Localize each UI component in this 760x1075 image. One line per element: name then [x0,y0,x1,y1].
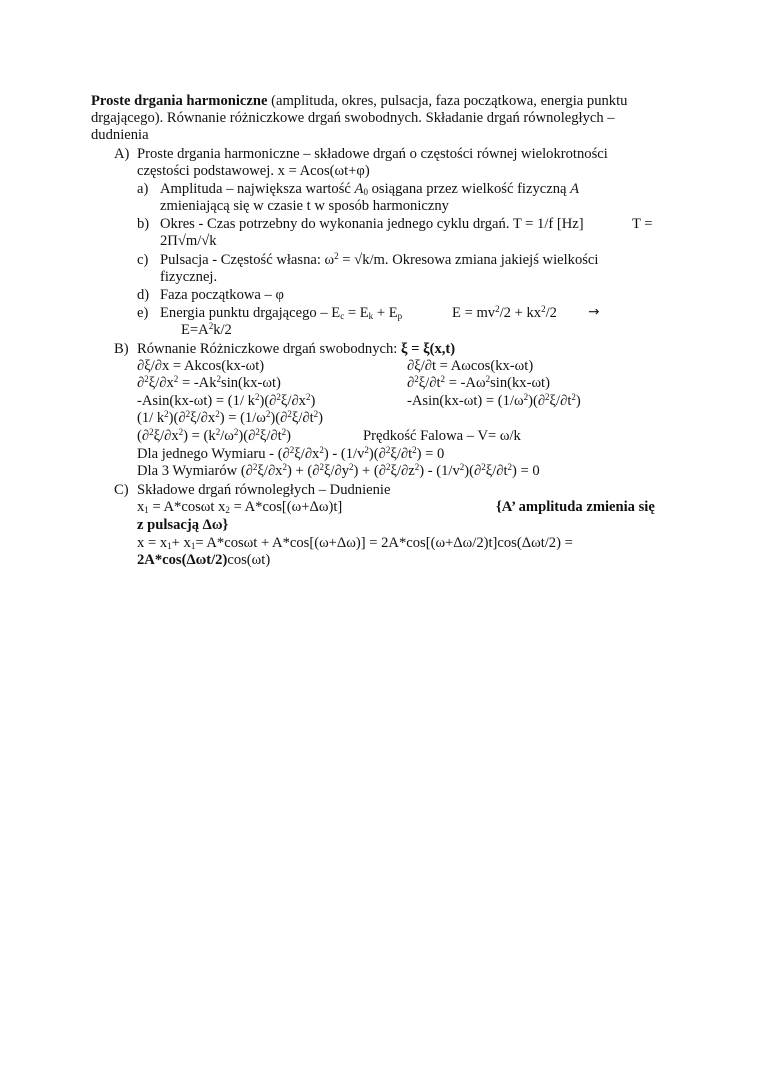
t: ξ/∂t [259,428,282,444]
t: )(∂ [259,393,277,409]
t: Dla jednego Wymiaru - (∂ [137,446,290,462]
item-d-marker: d) [137,287,150,303]
item-b-line-2: 2Π√m/√k [160,233,217,249]
t: Dla 3 Wymiarów (∂ [137,463,253,479]
s: 2 [481,462,486,472]
s: 2 [414,462,420,472]
t: ξ/∂x [257,463,283,479]
t: ξ/∂y [323,463,350,479]
eq-c-4-bold: 2A*cos(Δωt/2) [137,552,228,568]
t: ξ/∂x [294,446,320,462]
item-a-line-1 [160,180,579,198]
t: )(∂ [270,410,288,426]
t: )(∂ [528,393,546,409]
t: ξ/∂t [390,446,413,462]
t: ∂ [407,375,415,391]
amplitude-note-text: {A’ amplituda zmienia się [496,499,655,515]
s: 2 [255,427,260,437]
t: = A*cosωt + A*cos[(ω+Δω)] = 2A*cos[(ω+Δω/2)t]cos(Δωt/2) = [195,535,573,551]
eq-b-1-left: ∂ξ/∂x = Akcos(kx-ωt) [137,358,265,374]
section-a-line-1: Proste drgania harmoniczne – składowe drgań o częstości równej wielokrotności [137,146,608,162]
s: 2 [386,462,391,472]
intro-line-3: dudnienia [91,127,149,143]
s: 2 [252,462,258,472]
s: 2 [313,409,319,419]
amplitude-note-line-2 [137,516,228,534]
t: /ω [220,428,234,444]
s: 2 [225,505,230,515]
t: + x [171,535,191,551]
arrow-icon: → [588,304,600,320]
t: ∂ [137,375,145,391]
s: 2 [287,409,292,419]
s: 2 [215,427,221,437]
item-c-line-1 [160,251,598,269]
t: )(∂ [464,463,482,479]
t: sin(kx-ωt) [221,375,281,391]
eq-c-4 [137,551,270,569]
s: 2 [571,392,576,402]
section-a-marker: A) [114,146,130,162]
item-e-l2-post: k/2 [213,322,232,338]
item-e-l2-pre: E=A [181,322,209,338]
t: )(∂ [368,446,386,462]
eq-b-3-left [137,392,315,410]
s: 2 [385,445,391,455]
section-c-heading: Składowe drgań równoległych – Dudnienie [137,482,391,498]
s: 2 [173,374,179,384]
s: 2 [164,409,169,419]
t: (∂ [137,428,150,444]
intro-title: Proste drgania harmoniczne [91,93,268,109]
eq-b-7 [137,462,540,480]
t: ξ/∂z [390,463,415,479]
s: 2 [319,445,324,455]
eq-b-1-right: ∂ξ/∂t = Aωcos(kx-ωt) [407,358,534,374]
t: ) = (1/ω [219,410,266,426]
t: = A*cos[(ω+Δω)t] [229,499,343,515]
t: ) = (k [183,428,216,444]
item-e-f-post: /2 [545,305,557,321]
s: 2 [282,462,287,472]
s: 2 [440,374,446,384]
t: sin(kx-ωt) [490,375,550,391]
section-b-heading-text: Równanie Różniczkowe drgań swobodnych: [137,341,401,357]
t: ξ/∂t [485,463,508,479]
item-e-formula [452,304,557,322]
t: ξ/∂t [418,375,441,391]
item-d-text: Faza początkowa – φ [160,287,284,303]
item-e-pre: Energia punktu drgającego – E [160,305,341,321]
t: ) [310,393,316,409]
s: 2 [545,392,550,402]
item-b-line-1: Okres - Czas potrzebny do wykonania jednego cyklu drgań. T = 1/f [Hz] [160,216,584,232]
item-c-pre: Pulsacja - Częstość własna: ω [160,252,335,268]
item-e-sub-c: c [340,311,345,321]
t: ) + (∂ [286,463,320,479]
s: 2 [485,374,491,384]
s: 2 [289,445,295,455]
t: ξ/∂x [153,428,179,444]
eq-b-2-left [137,374,281,392]
intro-line-2: drgającego). Równanie różniczkowe drgań swobodnych. Składanie drgań równoległych – [91,110,615,126]
s: 2 [254,392,260,402]
item-a-line-2: zmieniającą się w czasie t w sposób harmoniczny [160,198,449,214]
s: 2 [414,374,419,384]
item-a-marker: a) [137,181,149,197]
t: ) - (1/v [419,463,460,479]
s: 2 [185,409,191,419]
s: 2 [216,374,222,384]
item-e-marker: e) [137,305,149,321]
wave-speed: Prędkość Falowa – V= ω/k [363,428,521,444]
t: ) - (1/v [323,446,365,462]
item-b-marker: b) [137,216,150,232]
section-b-heading [137,340,455,358]
t: ) [318,410,324,426]
item-a-pre: Amplituda – największa wartość [160,181,355,197]
s: 2 [265,409,271,419]
t: -Asin(kx-ωt) = (1/ω [407,393,524,409]
t: ξ/∂x [280,393,306,409]
item-e-m1: = E [344,305,369,321]
eq-c-1 [137,498,342,516]
t: ) [575,393,581,409]
eq-c-4-rest: cos(ωt) [227,552,271,568]
t: ξ/∂t [549,393,572,409]
t: = -Aω [445,375,486,391]
item-a-subscript: 0 [363,187,368,197]
s: 2 [459,462,465,472]
s: 2 [149,427,154,437]
eq-b-5 [137,427,291,445]
t: )(∂ [238,428,256,444]
s: 2 [276,392,281,402]
item-e-sub-p: p [397,311,403,321]
item-a-symbol-2: A [570,181,580,197]
item-c-marker: c) [137,252,149,268]
section-a-line-2: częstości podstawowej. x = Acos(ωt+φ) [137,163,370,179]
amplitude-note-text-2: z pulsacją Δω} [137,517,229,533]
section-b-marker: B) [114,341,129,357]
item-e-f-sup1: 2 [495,304,500,314]
eq-b-2-right [407,374,550,392]
item-e-l2-sup: 2 [208,321,214,331]
item-a-symbol: A [354,181,364,197]
s: 2 [281,427,287,437]
intro-line-1-rest: (amplituda, okres, pulsacja, faza początkowa, energia punktu [267,93,628,109]
eq-b-4 [137,409,323,427]
eq-c-3 [137,534,573,552]
s: 1 [144,505,149,515]
item-c-sup: 2 [334,251,339,261]
item-a-mid: osiągana przez wielkość fizyczną [367,181,571,197]
s: 2 [507,462,513,472]
s: 2 [412,445,417,455]
intro-line-1 [91,92,627,110]
item-e-f-pre: E = mv [452,305,496,321]
t: )(∂ [168,410,186,426]
item-e-f-mid: /2 + kx [499,305,542,321]
t: x = x [137,535,168,551]
s: 2 [144,374,149,384]
item-b-right: T = [632,216,653,232]
s: 2 [305,392,311,402]
t: ξ/∂x [148,375,174,391]
s: 2 [349,462,354,472]
item-e-f-sup2: 2 [541,304,546,314]
section-c-marker: C) [114,482,129,498]
t: ξ/∂x [190,410,216,426]
section-b-heading-bold: ξ = ξ(x,t) [400,341,456,357]
s: 1 [167,541,172,551]
item-e-line-1 [160,304,402,322]
item-c-line-2: fizycznej. [160,269,218,285]
t: x [137,499,145,515]
t: ) = 0 [416,446,445,462]
t: = -Ak [178,375,217,391]
eq-b-6 [137,445,444,463]
eq-b-3-right [407,392,581,410]
s: 2 [523,392,529,402]
item-c-post: = √k/m. Okresowa zmiana jakiejś wielkości [338,252,599,268]
s: 2 [178,427,184,437]
t: (1/ k [137,410,165,426]
s: 2 [233,427,239,437]
t: ) [286,428,292,444]
t: -Asin(kx-ωt) = (1/ k [137,393,255,409]
item-e-m2: + E [373,305,398,321]
s: 2 [364,445,369,455]
amplitude-note [496,498,655,516]
t: ) + (∂ [353,463,386,479]
item-e-sub-k: k [368,311,374,321]
item-e-line-2 [181,321,232,339]
s: 2 [215,409,220,419]
t: ) = 0 [512,463,540,479]
s: 2 [319,462,324,472]
t: ξ/∂t [291,410,314,426]
t: = A*cosωt x [148,499,226,515]
s: 1 [190,541,196,551]
